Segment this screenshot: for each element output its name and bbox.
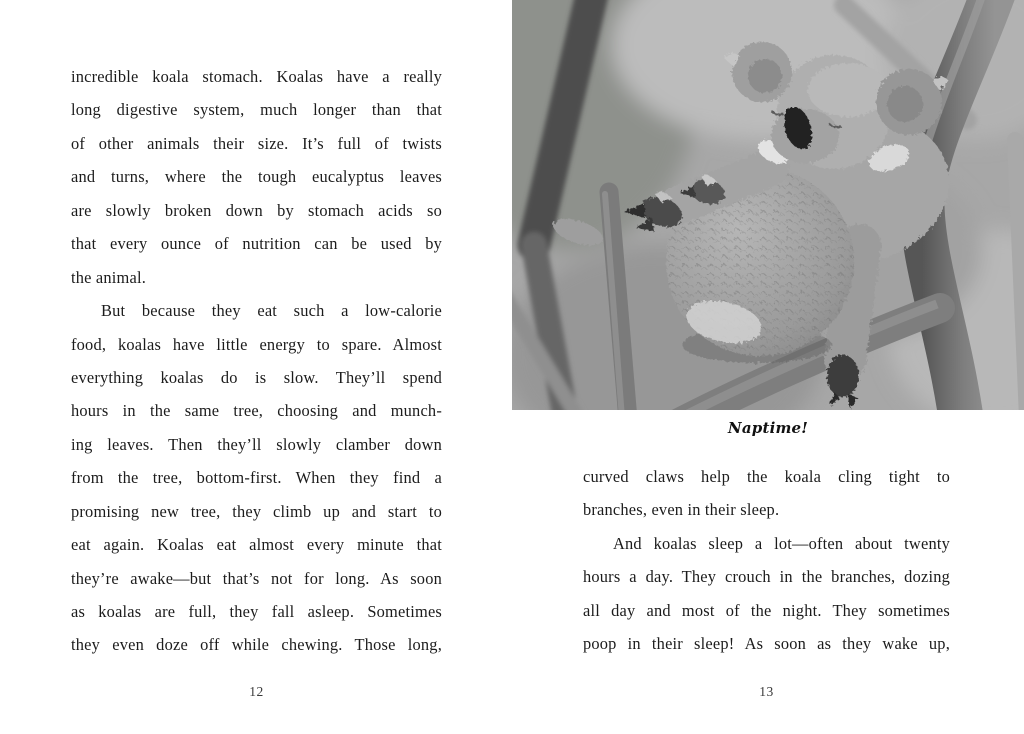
text-line: they even doze off while chewing. Those long, bbox=[71, 635, 442, 655]
page-number-right: 13 bbox=[759, 684, 774, 699]
text-line: food, koalas have little energy to spare. Almost bbox=[71, 334, 442, 354]
koala-photo bbox=[512, 0, 1024, 410]
text-line: long digestive system, much longer than that bbox=[71, 100, 442, 120]
text-line: eat again. Koalas eat almost every minute that bbox=[71, 535, 442, 555]
text-line: as koalas are full, they fall asleep. Sometimes bbox=[71, 602, 442, 621]
text-line: promising new tree, they climb up and start to bbox=[71, 501, 442, 521]
text-line: poop in their sleep! As soon as they wake up, bbox=[583, 634, 950, 654]
text-line: the animal. bbox=[71, 267, 147, 287]
text-line: branches, even in their sleep. bbox=[583, 500, 780, 520]
text-line: and turns, where the tough eucalyptus leaves bbox=[71, 167, 442, 187]
text-line: everything koalas do is slow. They’ll spend bbox=[71, 367, 442, 387]
text-line: curved claws help the koala cling tight to bbox=[583, 467, 950, 486]
text-line: But because they eat such a low-calorie bbox=[101, 301, 442, 321]
page-number-left: 12 bbox=[249, 684, 264, 699]
text-line: of other animals their size. It’s full of twists bbox=[71, 133, 442, 153]
text-line: And koalas sleep a lot—often about twenty bbox=[613, 533, 950, 553]
text-line: hours a day. They crouch in the branches, dozing bbox=[583, 567, 950, 587]
koala-photo-illustration bbox=[512, 0, 1024, 410]
text-line: from the tree, bottom-first. When they find a bbox=[71, 468, 442, 488]
photo-caption: Naptime! bbox=[727, 419, 809, 437]
right-page-text bbox=[583, 460, 950, 661]
text-line: hours in the same tree, choosing and munch- bbox=[71, 401, 442, 421]
text-line: that every ounce of nutrition can be used by bbox=[71, 234, 442, 254]
text-line: ing leaves. Then they’ll slowly clamber down bbox=[71, 434, 442, 454]
text-line: all day and most of the night. They sometimes bbox=[583, 600, 950, 620]
text-line: incredible koala stomach. Koalas have a really bbox=[71, 67, 442, 86]
text-line: are slowly broken down by stomach acids so bbox=[71, 200, 442, 220]
left-page-text bbox=[71, 60, 442, 662]
text-line: they’re awake—but that’s not for long. As soon bbox=[71, 568, 442, 588]
